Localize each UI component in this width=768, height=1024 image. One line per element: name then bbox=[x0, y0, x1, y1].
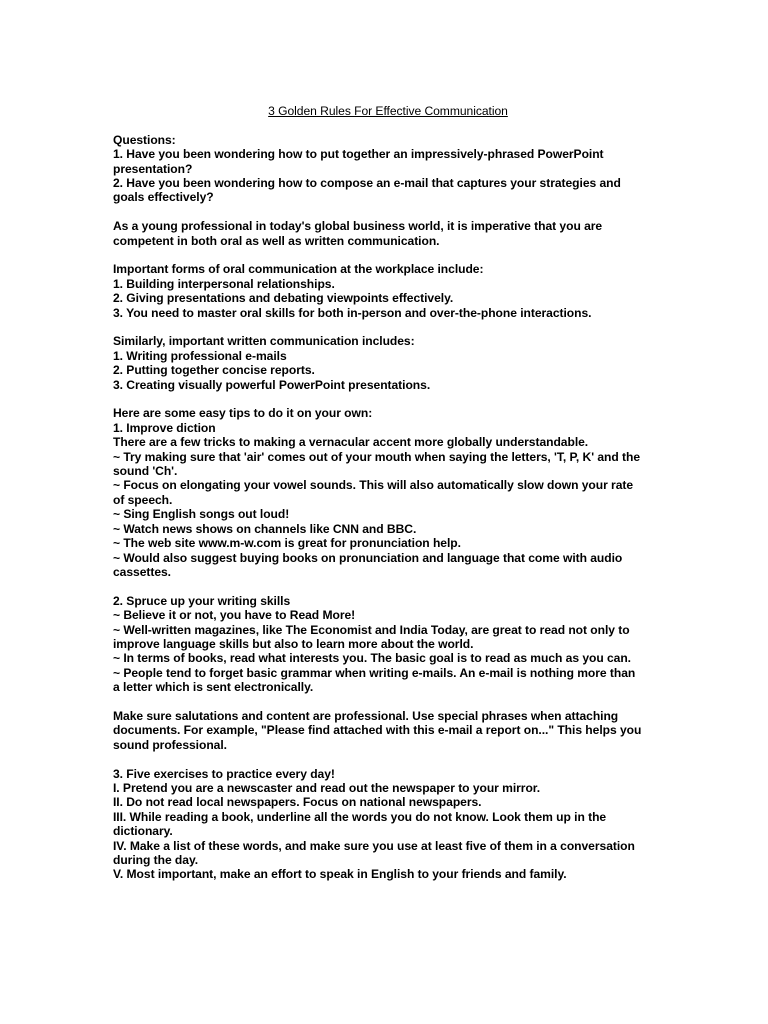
intro-line: As a young professional in today's global business world, it is imperative that you are bbox=[113, 219, 603, 234]
writing-line: improve language skills but also to learn more about the world. bbox=[113, 636, 474, 651]
salutations-line: Make sure salutations and content are professional. Use special phrases when attaching bbox=[113, 708, 619, 723]
tips-section bbox=[113, 406, 658, 579]
tip-line: sound 'Ch'. bbox=[113, 464, 178, 479]
tips-heading: Here are some easy tips to do it on your own: bbox=[113, 406, 373, 421]
exercise-line: III. While reading a book, underline all the words you do not know. Look them up in the bbox=[113, 809, 607, 824]
salutations-paragraph bbox=[113, 709, 658, 752]
question-line: 2. Have you been wondering how to compose an e-mail that captures your strategies and bbox=[113, 176, 621, 191]
writing-skills-section bbox=[113, 594, 658, 695]
exercise-line: V. Most important, make an effort to speak in English to your friends and family. bbox=[113, 867, 567, 882]
salutations-line: documents. For example, "Please find attached with this e-mail a report on..." This helps you bbox=[113, 723, 642, 738]
tip-line: ~ Would also suggest buying books on pronunciation and language that come with audio bbox=[113, 550, 623, 565]
salutations-line: sound professional. bbox=[113, 737, 227, 752]
exercise-line: II. Do not read local newspapers. Focus on national newspapers. bbox=[113, 795, 482, 810]
tip-line: ~ Focus on elongating your vowel sounds. This will also automatically slow down your rate bbox=[113, 478, 634, 493]
written-communication-section bbox=[113, 334, 658, 392]
tip-line: ~ The web site www.m-w.com is great for pronunciation help. bbox=[113, 536, 461, 551]
tip-line: of speech. bbox=[113, 492, 173, 507]
oral-item: 3. You need to master oral skills for both in-person and over-the-phone interactions. bbox=[113, 305, 592, 320]
tip-line: 1. Improve diction bbox=[113, 420, 216, 435]
exercise-line: during the day. bbox=[113, 853, 199, 867]
written-item: 3. Creating visually powerful PowerPoint presentations. bbox=[113, 377, 431, 392]
written-item: 1. Writing professional e-mails bbox=[113, 348, 287, 363]
oral-item: 2. Giving presentations and debating viewpoints effectively. bbox=[113, 291, 454, 306]
tip-line: There are a few tricks to making a vernacular accent more globally understandable. bbox=[113, 435, 589, 450]
exercise-line: IV. Make a list of these words, and make sure you use at least five of them in a conversation bbox=[113, 838, 635, 853]
question-line: goals effectively? bbox=[113, 190, 214, 205]
intro-line: competent in both oral as well as written communication. bbox=[113, 233, 440, 248]
writing-line: a letter which is sent electronically. bbox=[113, 680, 314, 695]
tip-line: ~ Sing English songs out loud! bbox=[113, 507, 290, 522]
exercises-section bbox=[113, 767, 658, 882]
written-heading: Similarly, important written communication includes: bbox=[113, 334, 415, 349]
question-line: 1. Have you been wondering how to put together an impressively-phrased PowerPoint bbox=[113, 147, 604, 162]
document-body bbox=[113, 104, 658, 896]
tip-line: ~ Try making sure that 'air' comes out of your mouth when saying the letters, 'T, P, K' and the bbox=[113, 449, 641, 464]
questions-heading: Questions: bbox=[113, 132, 176, 147]
exercise-line: I. Pretend you are a newscaster and read out the newspaper to your mirror. bbox=[113, 780, 541, 795]
oral-communication-section bbox=[113, 262, 658, 320]
oral-item: 1. Building interpersonal relationships. bbox=[113, 276, 335, 291]
exercise-line: dictionary. bbox=[113, 824, 173, 839]
oral-heading: Important forms of oral communication at the workplace include: bbox=[113, 262, 484, 277]
written-item: 2. Putting together concise reports. bbox=[113, 363, 315, 378]
intro-paragraph bbox=[113, 219, 658, 248]
tip-line: ~ Watch news shows on channels like CNN and BBC. bbox=[113, 521, 417, 536]
writing-line: ~ Well-written magazines, like The Economist and India Today, are great to read not only to bbox=[113, 622, 630, 637]
question-line: presentation? bbox=[113, 161, 193, 176]
writing-line: ~ Believe it or not, you have to Read More! bbox=[113, 608, 356, 623]
writing-heading: 2. Spruce up your writing skills bbox=[113, 593, 291, 608]
exercises-heading: 3. Five exercises to practice every day! bbox=[113, 766, 335, 781]
questions-section bbox=[113, 133, 658, 205]
document-title: 3 Golden Rules For Effective Communication bbox=[268, 104, 508, 118]
writing-line: ~ In terms of books, read what interests you. The basic goal is to read as much as you can. bbox=[113, 651, 631, 666]
writing-line: ~ People tend to forget basic grammar when writing e-mails. An e-mail is nothing more than bbox=[113, 665, 636, 680]
tip-line: cassettes. bbox=[113, 564, 171, 579]
